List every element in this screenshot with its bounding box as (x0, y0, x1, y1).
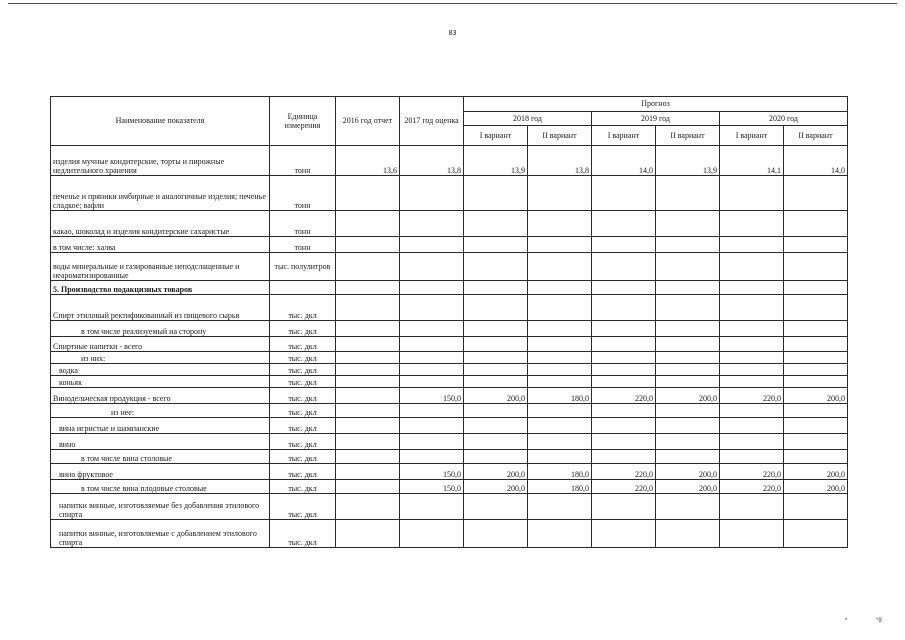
value-cell: 150,0 (400, 388, 464, 404)
value-cell (528, 253, 592, 281)
table-row (51, 237, 848, 253)
value-cell: 200,0 (656, 480, 720, 494)
row-name: в том числе: халва (51, 237, 270, 253)
row-unit: тыс. дкл (270, 464, 336, 480)
value-cell (336, 388, 400, 404)
value-cell (336, 480, 400, 494)
value-cell (592, 494, 656, 520)
value-cell (464, 237, 528, 253)
value-cell: 180,0 (528, 464, 592, 480)
value-cell (784, 434, 848, 450)
value-cell (400, 237, 464, 253)
value-cell (720, 450, 784, 464)
row-name: напитки винные, изготовляемые с добавлением этилового спирта (51, 520, 270, 548)
value-cell (656, 337, 720, 352)
table-row (51, 253, 848, 281)
value-cell (528, 450, 592, 464)
value-cell (592, 364, 656, 376)
value-cell (336, 464, 400, 480)
table-row (51, 176, 848, 211)
value-cell (464, 404, 528, 418)
table-row (51, 494, 848, 520)
row-unit: тыс. дкл (270, 494, 336, 520)
value-cell (784, 404, 848, 418)
empty-cell (528, 281, 592, 295)
row-unit: тыс. дкл (270, 480, 336, 494)
section-title: 5. Производство подакцизных товаров (51, 281, 270, 295)
table-row (51, 480, 848, 494)
value-cell (656, 520, 720, 548)
value-cell (528, 404, 592, 418)
value-cell: 180,0 (528, 480, 592, 494)
table-header (51, 97, 848, 146)
value-cell (400, 352, 464, 364)
value-cell (528, 176, 592, 211)
value-cell: 200,0 (784, 388, 848, 404)
value-cell: 13,8 (400, 146, 464, 176)
value-cell: 200,0 (464, 388, 528, 404)
table-row (51, 404, 848, 418)
value-cell: 14,1 (720, 146, 784, 176)
value-cell (656, 211, 720, 237)
value-cell (720, 494, 784, 520)
row-unit: тонн (270, 237, 336, 253)
value-cell (336, 352, 400, 364)
row-name: Спирт этиловый ректификованный из пищевого сырья (51, 295, 270, 321)
value-cell (720, 352, 784, 364)
value-cell (464, 295, 528, 321)
value-cell (592, 520, 656, 548)
row-unit: тыс. дкл (270, 388, 336, 404)
value-cell (784, 364, 848, 376)
value-cell (656, 237, 720, 253)
value-cell (336, 364, 400, 376)
value-cell (336, 450, 400, 464)
value-cell (720, 321, 784, 337)
row-name: напитки винные, изготовляемые без добавления этилового спирта (51, 494, 270, 520)
table-row (51, 464, 848, 480)
row-name: вина игристые и шампанские (51, 418, 270, 434)
value-cell (336, 253, 400, 281)
value-cell (720, 376, 784, 388)
row-name: в том числе вина столовые (51, 450, 270, 464)
value-cell (656, 418, 720, 434)
row-name: в том числе реализуемый на сторону (51, 321, 270, 337)
value-cell: 13,8 (528, 146, 592, 176)
row-name: какао, шоколад и изделия кондитерские сахаристые (51, 211, 270, 237)
value-cell (592, 434, 656, 450)
value-cell (784, 494, 848, 520)
table-row (51, 211, 848, 237)
value-cell (400, 176, 464, 211)
value-cell (336, 321, 400, 337)
row-name: Винодельческая продукция - всего (51, 388, 270, 404)
value-cell (400, 434, 464, 450)
value-cell: 220,0 (592, 480, 656, 494)
value-cell (528, 321, 592, 337)
value-cell: 220,0 (592, 464, 656, 480)
section-row (51, 281, 848, 295)
row-unit: тонн (270, 176, 336, 211)
header-unit: Единица измерения (270, 97, 336, 146)
value-cell (528, 494, 592, 520)
value-cell (336, 295, 400, 321)
value-cell (464, 321, 528, 337)
value-cell (528, 364, 592, 376)
row-name: водка (51, 364, 270, 376)
header-variant: II вариант (656, 126, 720, 146)
value-cell (720, 364, 784, 376)
value-cell (720, 337, 784, 352)
value-cell: 150,0 (400, 480, 464, 494)
value-cell (720, 253, 784, 281)
value-cell (336, 337, 400, 352)
row-unit: тыс. дкл (270, 418, 336, 434)
value-cell (528, 237, 592, 253)
row-unit: тыс. дкл (270, 434, 336, 450)
row-name: вино фруктовое (51, 464, 270, 480)
row-unit: тыс. дкл (270, 450, 336, 464)
row-name: из них: (51, 352, 270, 364)
value-cell (784, 352, 848, 364)
row-unit: тыс. дкл (270, 376, 336, 388)
value-cell (400, 494, 464, 520)
value-cell: 13,6 (336, 146, 400, 176)
value-cell (784, 237, 848, 253)
table-row (51, 418, 848, 434)
value-cell (592, 352, 656, 364)
value-cell (336, 418, 400, 434)
row-unit: тыс. полулитров (270, 253, 336, 281)
header-variant: I вариант (592, 126, 656, 146)
value-cell (784, 337, 848, 352)
value-cell: 14,0 (784, 146, 848, 176)
row-unit: тонн (270, 211, 336, 237)
value-cell (656, 450, 720, 464)
value-cell (720, 237, 784, 253)
value-cell (656, 321, 720, 337)
value-cell: 200,0 (464, 480, 528, 494)
value-cell (592, 404, 656, 418)
header-variant: I вариант (720, 126, 784, 146)
row-name: из нее: (51, 404, 270, 418)
header-year-2018: 2018 год (464, 112, 592, 126)
value-cell (720, 295, 784, 321)
scan-mark-right: °9 (876, 618, 882, 624)
table-row (51, 376, 848, 388)
value-cell: 220,0 (720, 464, 784, 480)
value-cell (592, 237, 656, 253)
row-unit: тыс. дкл (270, 295, 336, 321)
table-row (51, 352, 848, 364)
table-row (51, 337, 848, 352)
value-cell: 220,0 (592, 388, 656, 404)
row-name: изделия мучные кондитерские, торты и пирожные недлительного хранения (51, 146, 270, 176)
table-row (51, 364, 848, 376)
value-cell: 180,0 (528, 388, 592, 404)
value-cell (656, 295, 720, 321)
value-cell (592, 211, 656, 237)
value-cell (528, 337, 592, 352)
value-cell (784, 418, 848, 434)
value-cell (464, 364, 528, 376)
value-cell: 14,0 (592, 146, 656, 176)
table-row (51, 434, 848, 450)
header-variant: I вариант (464, 126, 528, 146)
value-cell: 200,0 (784, 464, 848, 480)
empty-cell (784, 281, 848, 295)
value-cell (464, 494, 528, 520)
header-year-2020: 2020 год (720, 112, 848, 126)
table-row (51, 295, 848, 321)
value-cell (528, 295, 592, 321)
value-cell (656, 364, 720, 376)
value-cell: 150,0 (400, 464, 464, 480)
empty-cell (464, 281, 528, 295)
header-name: Наименование показателя (51, 97, 270, 146)
value-cell: 200,0 (656, 388, 720, 404)
value-cell (464, 211, 528, 237)
value-cell (528, 418, 592, 434)
value-cell (336, 494, 400, 520)
table-body (51, 146, 848, 548)
value-cell (400, 295, 464, 321)
value-cell (400, 376, 464, 388)
value-cell (400, 520, 464, 548)
value-cell (336, 404, 400, 418)
value-cell (400, 253, 464, 281)
row-name: вино (51, 434, 270, 450)
empty-cell (400, 281, 464, 295)
value-cell (720, 404, 784, 418)
value-cell (464, 418, 528, 434)
value-cell (592, 418, 656, 434)
value-cell (464, 352, 528, 364)
table-row (51, 520, 848, 548)
header-2017: 2017 год оценка (400, 97, 464, 146)
value-cell (528, 434, 592, 450)
value-cell (592, 450, 656, 464)
value-cell: 13,9 (464, 146, 528, 176)
value-cell (336, 176, 400, 211)
value-cell (720, 176, 784, 211)
value-cell (464, 253, 528, 281)
value-cell (592, 253, 656, 281)
value-cell (656, 352, 720, 364)
scan-mark-left: * (845, 618, 848, 624)
row-unit: тыс. дкл (270, 520, 336, 548)
value-cell: 220,0 (720, 388, 784, 404)
value-cell (400, 321, 464, 337)
value-cell (720, 211, 784, 237)
value-cell (528, 211, 592, 237)
value-cell (464, 337, 528, 352)
value-cell (784, 376, 848, 388)
header-year-2019: 2019 год (592, 112, 720, 126)
top-rule (8, 3, 897, 4)
value-cell (656, 176, 720, 211)
row-name: Спиртные напитки - всего (51, 337, 270, 352)
value-cell (464, 176, 528, 211)
value-cell (592, 376, 656, 388)
row-name: в том числе вина плодовые столовые (51, 480, 270, 494)
row-unit: тонн (270, 146, 336, 176)
empty-cell (720, 281, 784, 295)
value-cell (592, 176, 656, 211)
header-2016: 2016 год отчет (336, 97, 400, 146)
value-cell (656, 253, 720, 281)
empty-cell (656, 281, 720, 295)
empty-cell (592, 281, 656, 295)
row-unit: тыс. дкл (270, 352, 336, 364)
value-cell (336, 434, 400, 450)
row-name: печенье и пряники имбирные и аналогичные изделия; печенье сладкое; вафли (51, 176, 270, 211)
header-variant: II вариант (784, 126, 848, 146)
value-cell: 13,9 (656, 146, 720, 176)
value-cell (784, 295, 848, 321)
value-cell (656, 494, 720, 520)
value-cell (720, 520, 784, 548)
value-cell (464, 450, 528, 464)
table-row (51, 388, 848, 404)
empty-cell (270, 281, 336, 295)
value-cell (464, 434, 528, 450)
value-cell (464, 520, 528, 548)
value-cell (784, 321, 848, 337)
row-unit: тыс. дкл (270, 337, 336, 352)
value-cell (528, 376, 592, 388)
header-forecast: Прогноз (464, 97, 848, 112)
value-cell: 200,0 (464, 464, 528, 480)
value-cell: 200,0 (656, 464, 720, 480)
value-cell (400, 450, 464, 464)
value-cell (336, 237, 400, 253)
row-unit: тыс. дкл (270, 404, 336, 418)
value-cell (720, 418, 784, 434)
value-cell (784, 253, 848, 281)
table-row (51, 450, 848, 464)
value-cell (400, 418, 464, 434)
value-cell (656, 434, 720, 450)
value-cell (656, 404, 720, 418)
table-row (51, 321, 848, 337)
value-cell: 200,0 (784, 480, 848, 494)
header-variant: II вариант (528, 126, 592, 146)
value-cell (336, 520, 400, 548)
value-cell (656, 376, 720, 388)
value-cell (464, 376, 528, 388)
value-cell (336, 211, 400, 237)
value-cell (528, 352, 592, 364)
report-table (50, 96, 848, 548)
value-cell (784, 520, 848, 548)
row-name: воды минеральные и газированные неподслащенные и неароматизированные (51, 253, 270, 281)
row-name: коньяк (51, 376, 270, 388)
value-cell (400, 211, 464, 237)
value-cell (592, 321, 656, 337)
page-number: 83 (448, 30, 457, 37)
value-cell: 220,0 (720, 480, 784, 494)
value-cell (400, 364, 464, 376)
value-cell (592, 337, 656, 352)
value-cell (336, 376, 400, 388)
value-cell (720, 434, 784, 450)
value-cell (784, 211, 848, 237)
value-cell (592, 295, 656, 321)
value-cell (400, 404, 464, 418)
table-row (51, 146, 848, 176)
value-cell (528, 520, 592, 548)
value-cell (400, 337, 464, 352)
value-cell (784, 450, 848, 464)
row-unit: тыс. дкл (270, 321, 336, 337)
empty-cell (336, 281, 400, 295)
row-unit: тыс. дкл (270, 364, 336, 376)
value-cell (784, 176, 848, 211)
